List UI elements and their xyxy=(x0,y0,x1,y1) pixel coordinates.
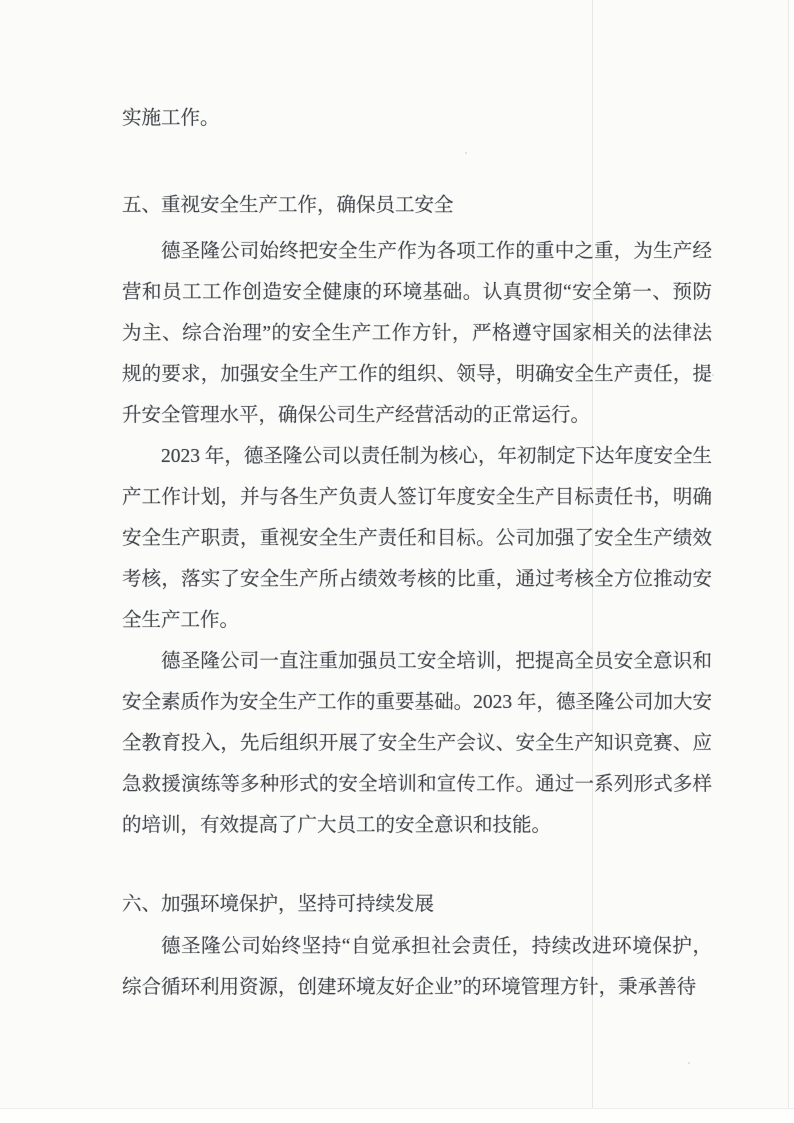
scan-artifact-bottom-edge-line xyxy=(0,1108,794,1109)
scan-speck xyxy=(465,152,467,154)
scan-speck xyxy=(712,374,714,376)
paragraph-environment-policy: 德圣隆公司始终坚持“自觉承担社会责任，持续改进环境保护，综合循环利用资源，创建环境友好企业”的环境管理方针，秉承善待 xyxy=(122,936,712,998)
paragraph-safety-policy: 德圣隆公司始终把安全生产作为各项工作的重中之重，为生产经营和员工工作创造安全健康的环境基础。认真贯彻“安全第一、预防为主、综合治理”的安全生产工作方针，严格遵守国家相关的法律法规的要求，加强安全生产工作的组织、领导，明确安全生产责任，提升安全管理水平，确保公司生产经营活动的正常运行。 xyxy=(122,241,712,426)
scan-edge-strip-right xyxy=(789,0,794,1123)
scan-artifact-right-edge-line xyxy=(788,0,789,1123)
paragraph-safety-training: 德圣隆公司一直注重加强员工安全培训，把提高全员安全意识和安全素质作为安全生产工作的重要基础。2023 年，德圣隆公司加大安全教育投入，先后组织开展了安全生产会议、安全生产知识竞赛、应急救援演练等多种形式的安全培训和宣传工作。通过一系列形式多样的培训，有效提高了广大员工的安全意识和技能。 xyxy=(122,651,712,836)
section-heading-safety-production: 五、重视安全生产工作，确保员工安全 xyxy=(122,195,454,216)
paragraph-safety-responsibility-2023: 2023 年，德圣隆公司以责任制为核心，年初制定下达年度安全生产工作计划，并与各生产负责人签订年度安全生产目标责任书，明确安全生产职责，重视安全生产责任和目标。公司加强了安全生产绩效考核，落实了安全生产所占绩效考核的比重，通过考核全方位推动安全生产工作。 xyxy=(122,446,712,631)
carryover-paragraph-end: 实施工作。 xyxy=(122,108,220,129)
scan-edge-strip-bottom xyxy=(0,1109,794,1123)
section-heading-environmental-protection: 六、加强环境保护，坚持可持续发展 xyxy=(122,894,435,915)
scan-speck xyxy=(688,1062,690,1064)
